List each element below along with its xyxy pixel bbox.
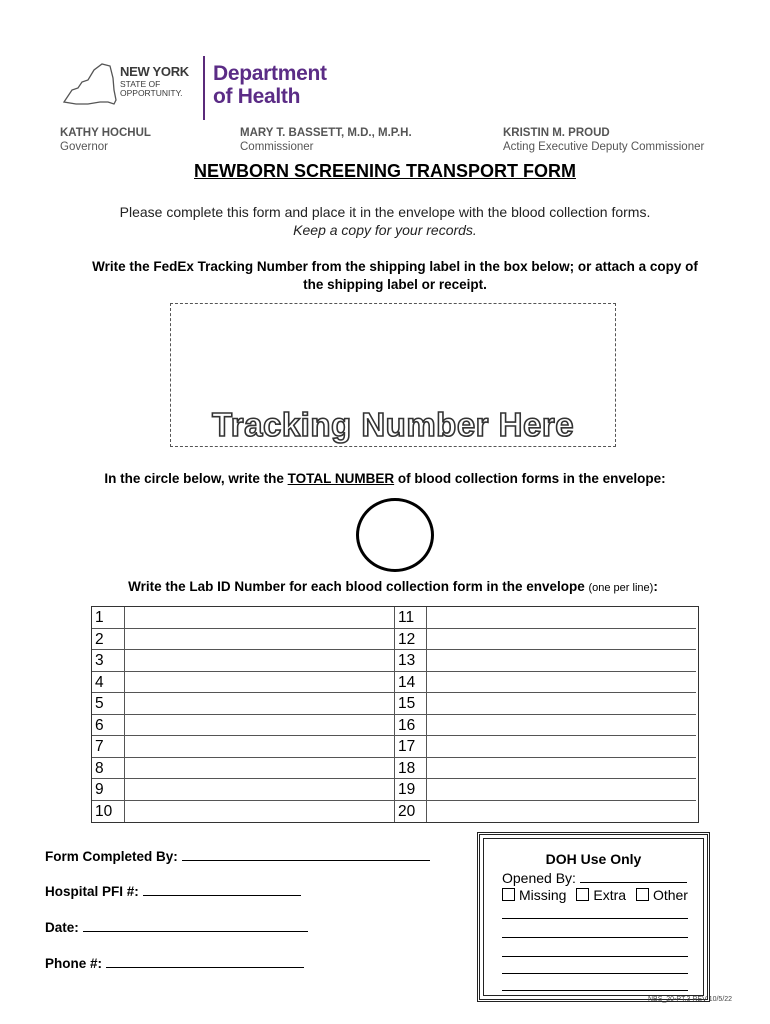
lab-id-entry[interactable] bbox=[427, 629, 696, 651]
checkbox-label: Extra bbox=[593, 887, 627, 903]
intro-note: Keep a copy for your records. bbox=[293, 222, 477, 238]
total-number-instruction bbox=[0, 471, 770, 486]
new-york-state-map-icon bbox=[58, 60, 120, 110]
doh-note-line[interactable] bbox=[502, 973, 688, 974]
lab-id-entry[interactable] bbox=[427, 801, 696, 823]
field-line[interactable] bbox=[143, 881, 301, 896]
lab-row-number: 20 bbox=[394, 801, 427, 823]
official-name: KATHY HOCHUL bbox=[60, 127, 151, 139]
lab-id-row bbox=[92, 736, 696, 758]
official-governor bbox=[60, 126, 151, 154]
doh-note-line[interactable] bbox=[502, 937, 688, 938]
field-label: Form Completed By: bbox=[45, 849, 178, 864]
lab-id-entry[interactable] bbox=[427, 736, 696, 758]
field-line[interactable] bbox=[83, 917, 308, 932]
lab-row-number: 9 bbox=[92, 779, 125, 801]
doh-use-only-box bbox=[477, 832, 710, 1002]
doh-note-line[interactable] bbox=[502, 990, 688, 991]
state-tagline-line2: OPPORTUNITY. bbox=[120, 88, 183, 98]
lab-id-entry[interactable] bbox=[125, 672, 394, 694]
other-checkbox[interactable] bbox=[636, 888, 649, 901]
field-line[interactable] bbox=[580, 869, 687, 883]
official-commissioner bbox=[240, 126, 412, 154]
official-title: Acting Executive Deputy Commissioner bbox=[503, 141, 705, 153]
department-name bbox=[213, 62, 327, 108]
official-title: Governor bbox=[60, 141, 108, 153]
lab-id-entry[interactable] bbox=[427, 650, 696, 672]
tracking-number-box[interactable] bbox=[170, 303, 616, 447]
official-name: KRISTIN M. PROUD bbox=[503, 127, 610, 139]
field-label: Date: bbox=[45, 920, 79, 935]
lab-id-entry[interactable] bbox=[125, 693, 394, 715]
instruction-text: Write the Lab ID Number for each blood collection form in the envelope bbox=[128, 579, 589, 594]
lab-id-entry[interactable] bbox=[125, 650, 394, 672]
field-line[interactable] bbox=[106, 953, 304, 968]
lab-id-row bbox=[92, 672, 696, 694]
tracking-number-placeholder: Tracking Number Here bbox=[211, 406, 575, 443]
lab-row-number: 6 bbox=[92, 715, 125, 737]
field-label: Hospital PFI #: bbox=[45, 884, 139, 899]
lab-row-number: 3 bbox=[92, 650, 125, 672]
department-line1: Department bbox=[213, 62, 327, 85]
instruction-note: (one per line) bbox=[588, 582, 654, 594]
lab-id-entry[interactable] bbox=[125, 758, 394, 780]
doh-box-inner bbox=[483, 838, 704, 996]
instruction-text: of blood collection forms in the envelope: bbox=[394, 471, 666, 486]
doh-checkboxes bbox=[502, 887, 688, 903]
lab-id-row bbox=[92, 629, 696, 651]
lab-row-number: 2 bbox=[92, 629, 125, 651]
lab-row-number: 5 bbox=[92, 693, 125, 715]
state-tagline-line1: STATE OF bbox=[120, 79, 161, 89]
form-title: NEWBORN SCREENING TRANSPORT FORM bbox=[194, 161, 576, 181]
form-code: NBS_20-PT.3 REV 10/5/22 bbox=[648, 996, 733, 1003]
fedex-instruction bbox=[50, 258, 740, 294]
checkbox-label: Missing bbox=[519, 887, 567, 903]
instruction-text: In the circle below, write the bbox=[104, 471, 288, 486]
state-tagline bbox=[120, 80, 200, 98]
missing-checkbox[interactable] bbox=[502, 888, 515, 901]
instruction-emphasis: TOTAL NUMBER bbox=[287, 471, 395, 486]
lab-id-table bbox=[91, 606, 699, 823]
lab-id-entry[interactable] bbox=[125, 779, 394, 801]
lab-id-entry[interactable] bbox=[427, 779, 696, 801]
lab-id-row bbox=[92, 758, 696, 780]
lab-id-entry[interactable] bbox=[125, 607, 394, 629]
lab-id-entry[interactable] bbox=[427, 758, 696, 780]
official-title: Commissioner bbox=[240, 141, 314, 153]
doh-note-line[interactable] bbox=[502, 956, 688, 957]
lab-row-number: 1 bbox=[92, 607, 125, 629]
state-name: NEW YORK bbox=[120, 64, 189, 79]
lab-id-row bbox=[92, 779, 696, 801]
form-completed-by-field[interactable] bbox=[45, 846, 430, 864]
lab-id-entry[interactable] bbox=[125, 629, 394, 651]
department-line2: of Health bbox=[213, 85, 301, 108]
lab-row-number: 14 bbox=[394, 672, 427, 694]
lab-id-row bbox=[92, 801, 696, 823]
lab-id-entry[interactable] bbox=[125, 715, 394, 737]
lab-id-row bbox=[92, 650, 696, 672]
official-name: MARY T. BASSETT, M.D., M.P.H. bbox=[240, 127, 412, 139]
nys-doh-logo bbox=[58, 54, 358, 124]
lab-id-entry[interactable] bbox=[427, 715, 696, 737]
lab-row-number: 4 bbox=[92, 672, 125, 694]
date-field[interactable] bbox=[45, 917, 308, 935]
field-line[interactable] bbox=[182, 846, 430, 861]
logo-divider bbox=[203, 56, 205, 120]
lab-id-entry[interactable] bbox=[125, 801, 394, 823]
lab-id-instruction bbox=[0, 579, 770, 594]
extra-checkbox[interactable] bbox=[576, 888, 589, 901]
lab-row-number: 7 bbox=[92, 736, 125, 758]
lab-row-number: 13 bbox=[394, 650, 427, 672]
lab-id-row bbox=[92, 607, 696, 629]
lab-id-entry[interactable] bbox=[427, 693, 696, 715]
official-deputy-commissioner bbox=[503, 126, 704, 154]
lab-row-number: 8 bbox=[92, 758, 125, 780]
lab-row-number: 15 bbox=[394, 693, 427, 715]
lab-row-number: 18 bbox=[394, 758, 427, 780]
lab-row-number: 17 bbox=[394, 736, 427, 758]
fedex-instruction-line2: the shipping label or receipt. bbox=[303, 277, 487, 292]
hospital-pfi-field[interactable] bbox=[45, 881, 301, 899]
field-label: Opened By: bbox=[502, 870, 576, 886]
doh-box-title: DOH Use Only bbox=[545, 851, 642, 867]
phone-field[interactable] bbox=[45, 953, 304, 971]
lab-id-entry[interactable] bbox=[125, 736, 394, 758]
lab-id-entry[interactable] bbox=[427, 607, 696, 629]
lab-id-entry[interactable] bbox=[427, 672, 696, 694]
lab-row-number: 19 bbox=[394, 779, 427, 801]
lab-row-number: 11 bbox=[394, 607, 427, 629]
lab-id-row bbox=[92, 715, 696, 737]
lab-row-number: 10 bbox=[92, 801, 125, 823]
lab-row-number: 12 bbox=[394, 629, 427, 651]
checkbox-label: Other bbox=[652, 887, 688, 903]
field-label: Phone #: bbox=[45, 956, 103, 971]
doh-note-line[interactable] bbox=[502, 918, 688, 919]
intro-text: Please complete this form and place it in the envelope with the blood collection forms. bbox=[119, 204, 651, 220]
total-number-circle[interactable] bbox=[356, 498, 434, 572]
lab-row-number: 16 bbox=[394, 715, 427, 737]
lab-id-row bbox=[92, 693, 696, 715]
instruction-colon: : bbox=[653, 579, 658, 594]
fedex-instruction-line1: Write the FedEx Tracking Number from the shipping label in the box below; or attach a copy of bbox=[92, 259, 698, 274]
opened-by-field[interactable] bbox=[502, 869, 687, 886]
